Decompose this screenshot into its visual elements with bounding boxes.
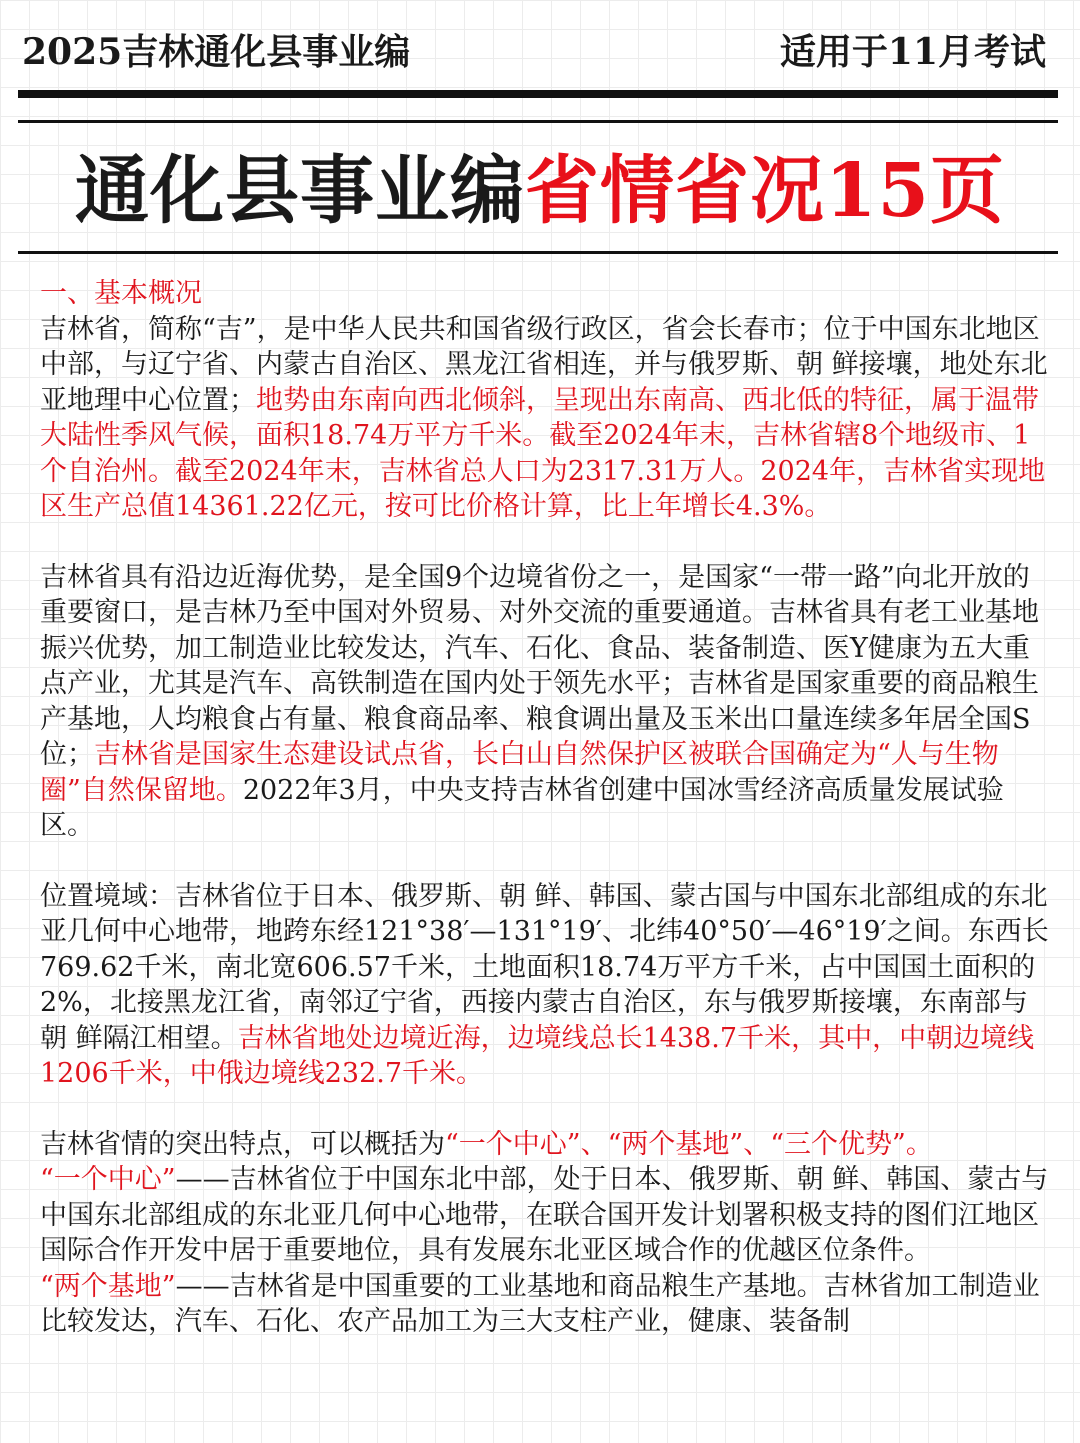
overview-highlight: 地势由东南向西北倾斜，呈现出东南高、西北低的特征，属于温带大陆性季风气候，面积18.74万平方千米。截至2024年末，吉林省辖8个地级市、1个自治州。截至2024年末，吉林省总人口为2317.31万人。2024年，吉林省实现地区生产总值14361.22亿元，按可比价格计算，比上年增长4.3%。 [40,384,1046,522]
advantages-tail: 2022年3月，中央支持吉林省创建中国冰雪经济高质量发展试验区。 [40,774,1004,841]
advantages-text: 吉林省具有沿边近海优势，是全国9个边境省份之一，是国家“一带一路”向北开放的重要窗口，是吉林乃至中国对外贸易、对外交流的重要通道。吉林省具有老工业基地振兴优势，加工制造业比较发达，汽车、石化、食品、装备制造、医Y健康为五大重点产业，尤其是汽车、高铁制造在国内处于领先水平；吉林省是国家重要的商品粮生产基地，人均粮食占有量、粮食商品率、粮食调出量及玉米出口量连续多年居全国S位； [40,561,1039,770]
paragraph-location [40,879,1052,1092]
paragraph-two-bases [40,1269,1052,1340]
header-right-text: 适用于11月考试 [779,31,1046,73]
document-body [40,276,1052,1340]
paragraph-gap [40,844,1052,879]
advantages-highlight: 吉林省是国家生态建设试点省，长白山自然保护区被联合国确定为“人与生物圈”自然保留地。 [40,739,999,806]
page-title [0,145,1080,237]
page-title-red: 省情省况15页 [525,148,1005,234]
two-bases-text: ——吉林省是中国重要的工业基地和商品粮生产基地。吉林省加工制造业比较发达，汽车、石化、农产品加工为三大支柱产业，健康、装备制 [40,1270,1040,1337]
paragraph-gap [40,525,1052,560]
one-center-text: ——吉林省位于中国东北中部，处于日本、俄罗斯、朝 鲜、韩国、蒙古与中国东北部组成的东北亚几何中心地带，在联合国开发计划署积极支持的图们江地区国际合作开发中居于重要地位，具有发展东北亚区域合作的优越区位条件。 [40,1164,1049,1266]
location-highlight: 吉林省地处边境近海，边境线总长1438.7千米，其中，中朝边境线1206千米，中俄边境线232.7千米。 [40,1022,1035,1089]
top-thick-rule [18,90,1058,98]
paragraph-one-center [40,1162,1052,1269]
two-bases-label: “两个基地” [40,1270,176,1302]
paragraph-features [40,1127,1052,1163]
page-title-black: 通化县事业编 [75,148,525,234]
paragraph-advantages [40,560,1052,844]
features-text: 吉林省情的突出特点，可以概括为 [40,1128,445,1160]
features-highlight: “一个中心”、“两个基地”、“三个优势”。 [445,1128,933,1160]
paragraph-overview [40,312,1052,525]
one-center-label: “一个中心” [40,1164,176,1195]
section-heading: 一、基本概况 [40,278,202,309]
overview-text: 吉林省，简称“吉”，是中华人民共和国省级行政区，省会长春市；位于中国东北地区中部，与辽宁省、内蒙古自治区、黑龙江省相连，并与俄罗斯、朝 鲜接壤，地处东北亚地理中心位置； [40,313,1048,416]
location-text: 位置境域：吉林省位于日本、俄罗斯、朝 鲜、韩国、蒙古国与中国东北部组成的东北亚几何中心地带，地跨东经121°38′—131°19′、北纬40°50′—46°19′之间。东西长769.62千米，南北宽606.57千米，土地面积18.74万平方千米，占中国国土面积的2%，北接黑龙江省，南邻辽宁省，西接内蒙古自治区，东与俄罗斯接壤，东南部与朝 鲜隔江相望。 [40,880,1049,1054]
header-left-text: 2025吉林通化县事业编 [22,31,411,73]
title-bottom-rule [18,251,1058,254]
top-thin-rule [18,120,1058,123]
paragraph-gap [40,1092,1052,1127]
